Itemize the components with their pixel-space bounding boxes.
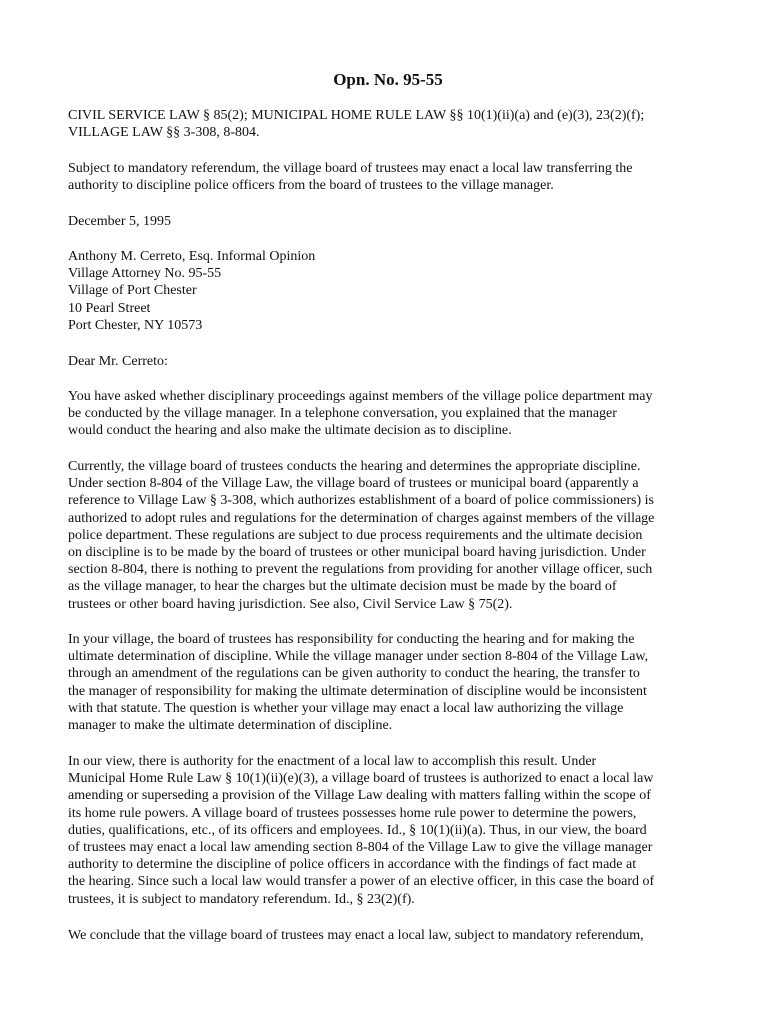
body-line: reference to Village Law § 3-308, which authorizes establishment of a board of police commissioners) is (68, 493, 654, 509)
body-line: would conduct the hearing and also make the ultimate decision as to discipline. (68, 423, 512, 439)
body-line: its home rule powers. A village board of trustees possesses home rule power to determine the powers, (68, 805, 637, 821)
body-line: as the village manager, to hear the charges but the ultimate decision must be made by the board of (68, 579, 617, 595)
body-paragraph-3 (68, 631, 708, 734)
body-line: authority to determine the discipline of police officers in accordance with the findings of fact made at (68, 857, 637, 873)
summary-line: authority to discipline police officers from the board of trustees to the village manager. (68, 178, 554, 194)
body-line: Under section 8-804 of the Village Law, the village board of trustees or municipal board (apparently a (68, 476, 639, 492)
body-line: trustees or other board having jurisdiction. See also, Civil Service Law § 75(2). (68, 596, 513, 612)
body-line: In your village, the board of trustees has responsibility for conducting the hearing and for making the (68, 632, 635, 647)
body-line: manager to make the ultimate determination of discipline. (68, 718, 393, 734)
address-line: Village of Port Chester (68, 283, 197, 299)
body-paragraph-4 (68, 753, 708, 908)
body-line: on discipline is to be made by the board of trustees or other municipal board having jurisdiction. Under (68, 545, 646, 561)
body-line: through an amendment of the regulations can be given authority to conduct the hearing, the transfer to (68, 666, 640, 682)
body-line: We conclude that the village board of trustees may enact a local law, subject to mandatory referendum, (68, 928, 644, 943)
body-line: authorized to adopt rules and regulations for the determination of charges against members of the village (68, 510, 655, 526)
body-line: be conducted by the village manager. In a telephone conversation, you explained that the manager (68, 406, 617, 422)
body-line: trustees, it is subject to mandatory referendum. Id., § 23(2)(f). (68, 891, 415, 907)
citation-line: VILLAGE LAW §§ 3-308, 8-804. (68, 125, 260, 141)
body-paragraph-1 (68, 388, 708, 440)
body-line: You have asked whether disciplinary proceedings against members of the village police department may (68, 389, 653, 404)
address-line: Anthony M. Cerreto, Esq. Informal Opinion (68, 249, 316, 264)
salutation-text: Dear Mr. Cerreto: (68, 354, 168, 369)
address-block (68, 248, 708, 334)
body-paragraph-5 (68, 927, 708, 944)
body-line: Municipal Home Rule Law § 10(1)(ii)(e)(3), a village board of trustees is authorized to enact a local law (68, 771, 654, 787)
body-line: ultimate determination of discipline. While the village manager under section 8-804 of the Village Law, (68, 649, 649, 665)
body-line: the manager of responsibility for making the ultimate determination of discipline would be inconsistent (68, 683, 647, 699)
address-line: 10 Pearl Street (68, 300, 151, 316)
body-paragraph-2 (68, 458, 708, 613)
citation-line: CIVIL SERVICE LAW § 85(2); MUNICIPAL HOME RULE LAW §§ 10(1)(ii)(a) and (e)(3), 23(2)(f); (68, 108, 645, 123)
summary-paragraph (68, 160, 708, 194)
body-line: Currently, the village board of trustees conducts the hearing and determines the appropriate discipline. (68, 459, 641, 474)
body-line: amending or superseding a provision of the Village Law dealing with matters falling within the scope of (68, 788, 651, 804)
body-line: section 8-804, there is nothing to prevent the regulations from providing for another village officer, such (68, 562, 653, 578)
salutation (68, 353, 708, 370)
body-line: of trustees may enact a local law amending section 8-804 of the Village Law to give the village manager (68, 840, 653, 856)
address-line: Village Attorney No. 95-55 (68, 266, 222, 282)
body-line: duties, qualifications, etc., of its officers and employees. Id., § 10(1)(ii)(a). Thus, in our view, the board (68, 822, 647, 838)
body-line: the hearing. Since such a local law would transfer a power of an elective officer, in this case the board of (68, 874, 655, 890)
summary-line: Subject to mandatory referendum, the village board of trustees may enact a local law transferring the (68, 161, 633, 176)
citation-paragraph (68, 107, 708, 141)
letter-date (68, 213, 708, 230)
body-line: police department. These regulations are subject to due process requirements and the ultimate decision (68, 527, 643, 543)
body-line: In our view, there is authority for the enactment of a local law to accomplish this result. Under (68, 754, 597, 769)
opinion-title: Opn. No. 95-55 (333, 70, 443, 89)
body-line: with that statute. The question is whether your village may enact a local law authorizing the village (68, 700, 624, 716)
date-text: December 5, 1995 (68, 214, 172, 229)
address-line: Port Chester, NY 10573 (68, 317, 203, 333)
